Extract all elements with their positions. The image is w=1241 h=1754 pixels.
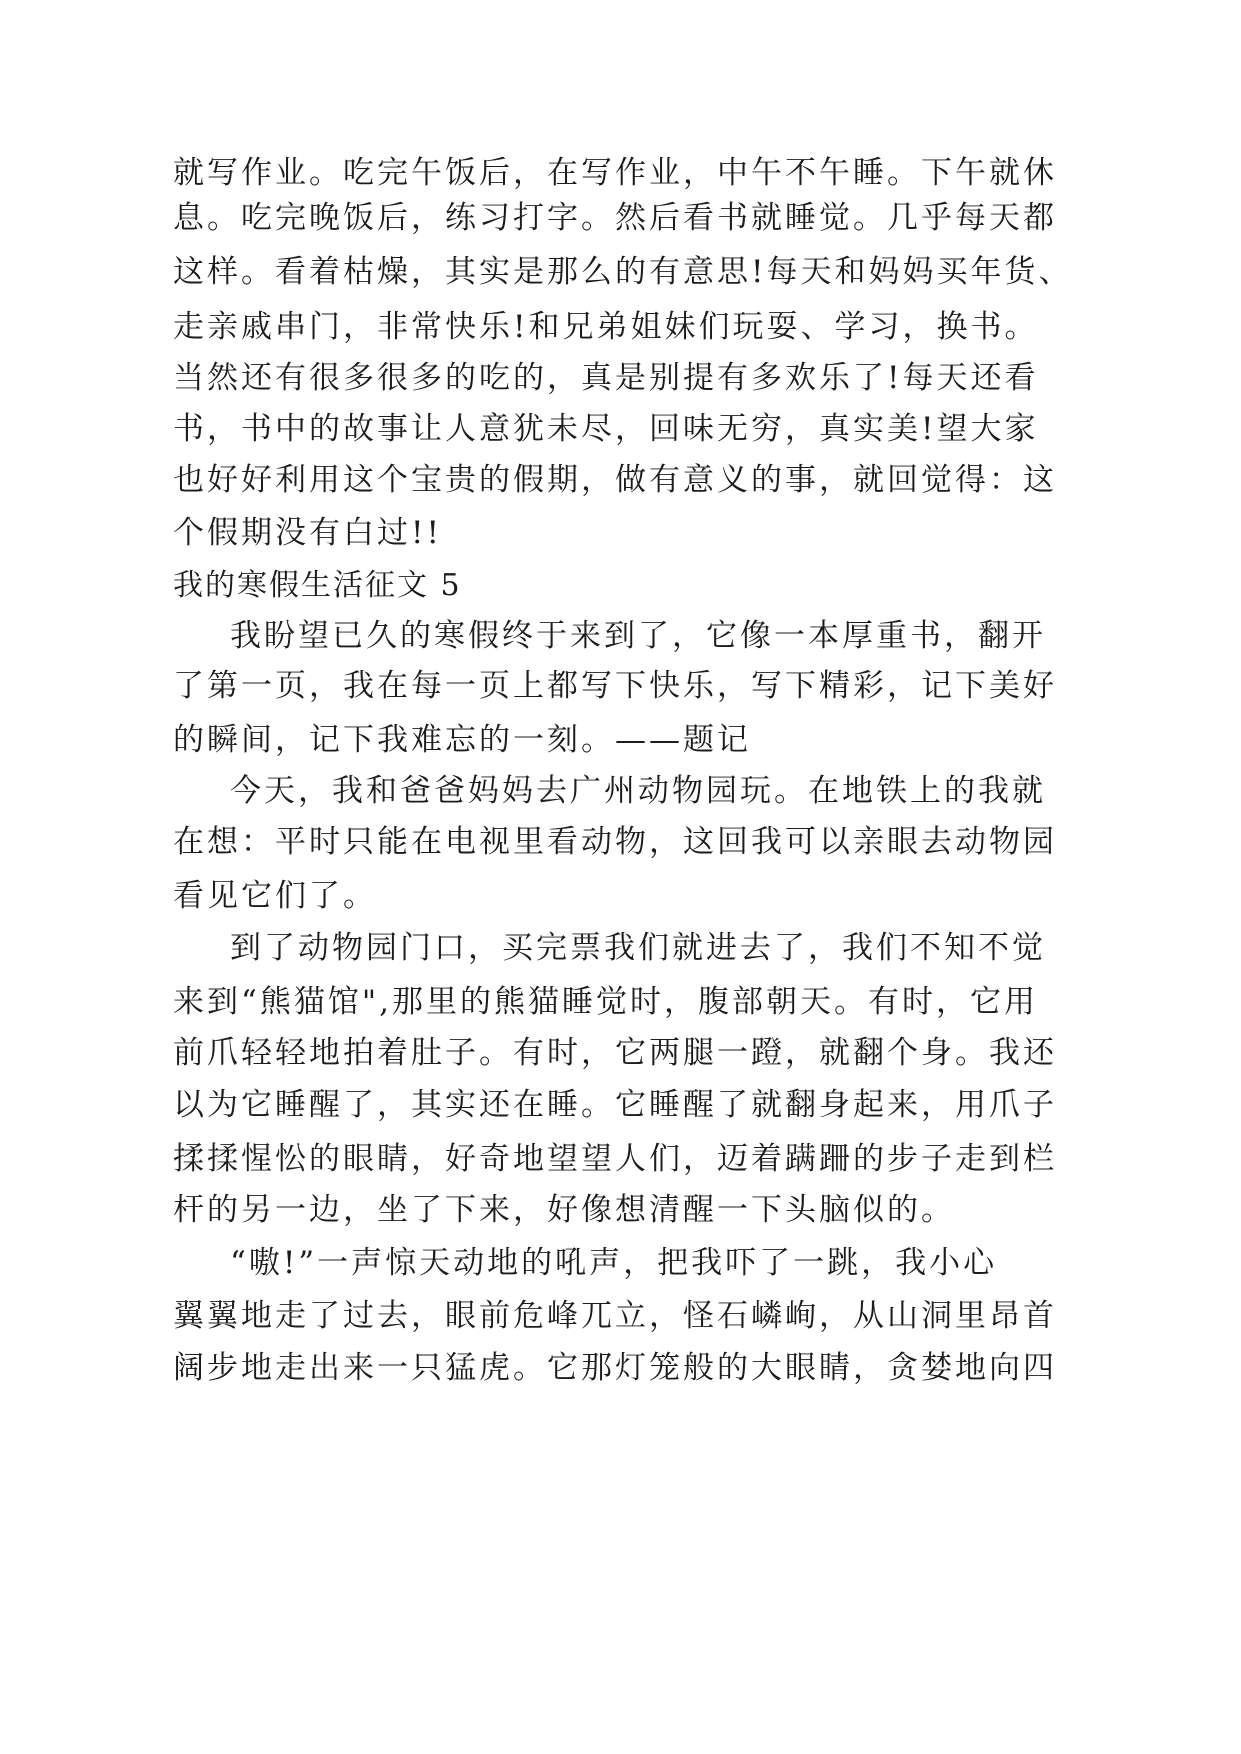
paragraph-line: 揉揉惺忪的眼睛，好奇地望望人们，迈着蹒跚的步子走到栏 [173,1141,1057,1177]
paragraph-line: 书，书中的故事让人意犹未尽，回味无穷，真实美!望大家 [173,411,1039,447]
paragraph-line: 看见它们了。 [173,878,377,914]
paragraph-line: 也好好利用这个宝贵的假期，做有意义的事，就回觉得：这 [173,462,1057,498]
paragraph-line: 到了动物园门口，买完票我们就进去了，我们不知不觉 [230,930,1046,966]
paragraph-line: 这样。看着枯燥，其实是那么的有意思!每天和妈妈买年货、 [173,254,1073,290]
paragraph-line: 走亲戚串门，非常快乐!和兄弟姐妹们玩耍、学习，换书。 [173,309,1039,345]
paragraph-line: 阔步地走出来一只猛虎。它那灯笼般的大眼睛，贪婪地向四 [173,1350,1057,1386]
paragraph-line: 今天，我和爸爸妈妈去广州动物园玩。在地铁上的我就 [230,773,1046,809]
paragraph-line: 以为它睡醒了，其实还在睡。它睡醒了就翻身起来，用爪子 [173,1087,1057,1123]
paragraph-line: 翼翼地走了过去，眼前危峰兀立，怪石嶙峋，从山洞里昂首 [173,1298,1057,1334]
paragraph-line: 杆的另一边，坐了下来，好像想清醒一下头脑似的。 [173,1192,955,1228]
paragraph-line: 来到“熊猫馆",那里的熊猫睡觉时，腹部朝天。有时，它用 [173,984,1038,1020]
paragraph-line: 息。吃完晚饭后，练习打字。然后看书就睡觉。几乎每天都 [173,200,1057,236]
paragraph-line: 我盼望已久的寒假终于来到了，它像一本厚重书，翻开 [230,618,1046,654]
paragraph-line: 前爪轻轻地拍着肚子。有时，它两腿一蹬，就翻个身。我还 [173,1035,1057,1071]
paragraph-line: 在想：平时只能在电视里看动物，这回我可以亲眼去动物园 [173,824,1057,860]
paragraph-line: 的瞬间，记下我难忘的一刻。——题记 [173,722,751,758]
paragraph-line: 当然还有很多很多的吃的，真是别提有多欢乐了!每天还看 [173,360,1039,396]
paragraph-line: 了第一页，我在每一页上都写下快乐，写下精彩，记下美好 [173,668,1057,704]
paragraph-line: 就写作业。吃完午饭后，在写作业，中午不午睡。下午就休 [173,155,1057,191]
section-heading: 我的寒假生活征文 5 [173,568,462,603]
paragraph-line: “嗷!”一声惊天动地的吼声，把我吓了一跳，我小心 [230,1245,998,1281]
paragraph-line: 个假期没有白过!! [173,515,442,551]
